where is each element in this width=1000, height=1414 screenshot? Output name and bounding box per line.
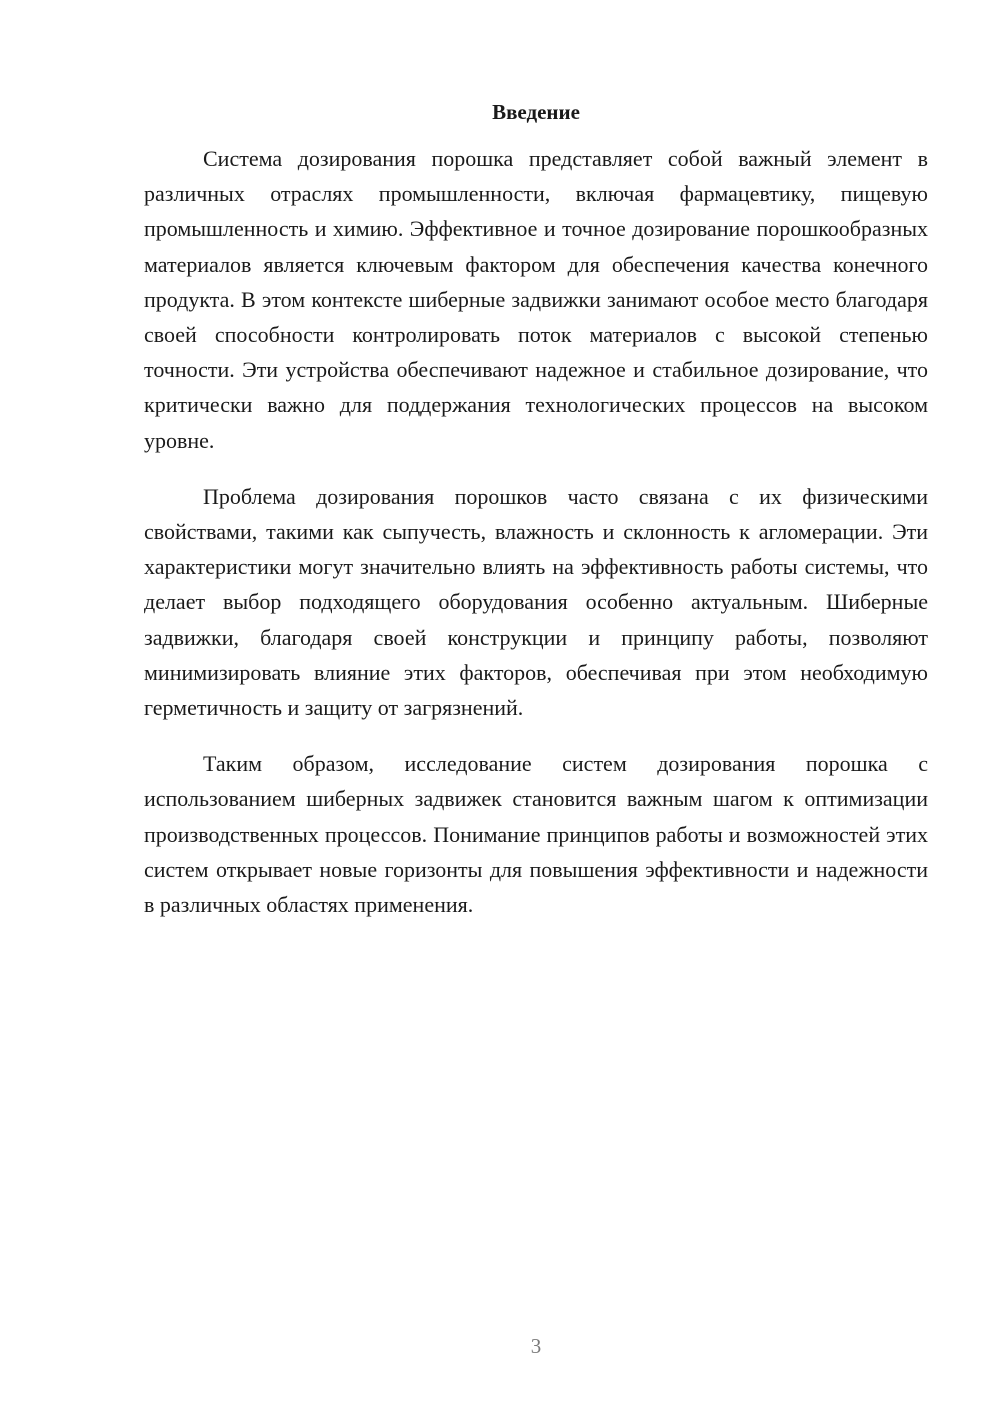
body-text [144,141,928,922]
paragraph: Система дозирования порошка представляет собой важный элемент в различных отраслях промышленности, включая фармацевтику, пищевую промышленность и химию. Эффективное и точное дозирование порошкообразных материалов является ключевым фактором для обеспечения качества конечного продукта. В этом контексте шиберные задвижки занимают особое место благодаря своей способности контролировать поток материалов с высокой степенью точности. Эти устройства обеспечивают надежное и стабильное дозирование, что критически важно для поддержания технологических процессов на высоком уровне. [144,146,928,453]
paragraph: Таким образом, исследование систем дозирования порошка с использованием шиберных задвижек становится важным шагом к оптимизации производственных процессов. Понимание принципов работы и возможностей этих систем открывает новые горизонты для повышения эффективности и надежности в различных областях применения. [144,751,928,918]
section-heading: Введение [492,100,580,124]
paragraph: Проблема дозирования порошков часто связана с их физическими свойствами, такими как сыпучесть, влажность и склонность к агломерации. Эти характеристики могут значительно влиять на эффективность работы системы, что делает выбор подходящего оборудования особенно актуальным. Шиберные задвижки, благодаря своей конструкции и принципу работы, позволяют минимизировать влияние этих факторов, обеспечивая при этом необходимую герметичность и защиту от загрязнений. [144,483,928,721]
page-number: 3 [530,1334,542,1358]
